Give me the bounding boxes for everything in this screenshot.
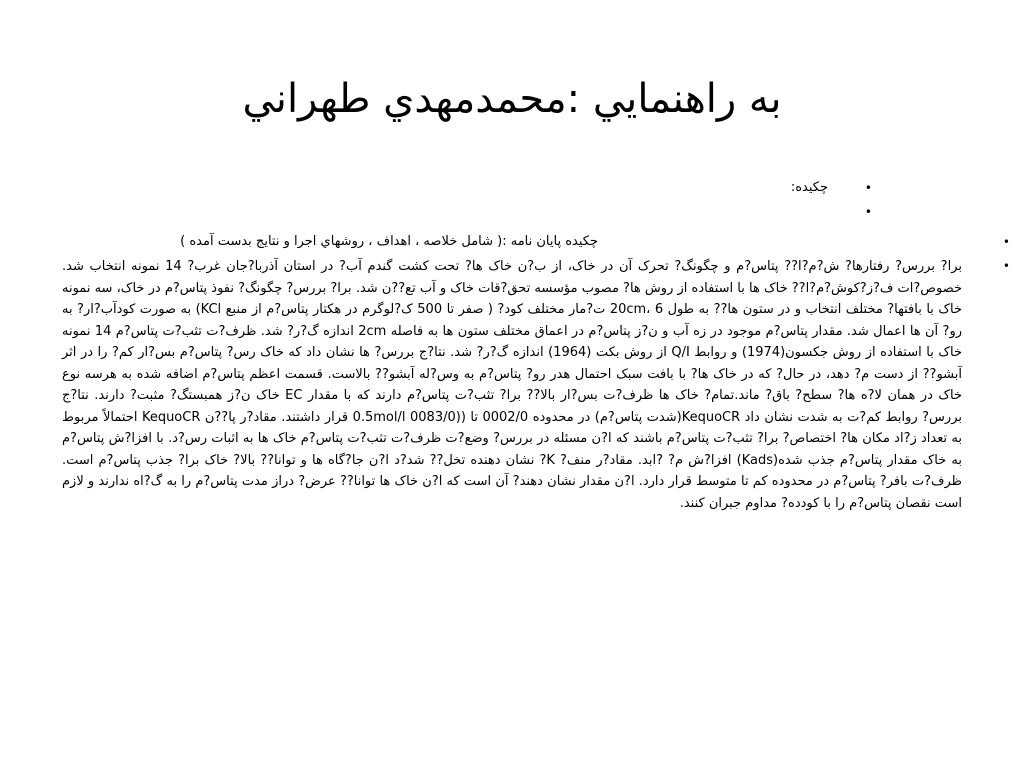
bullet-text: چکيده پايان نامه :( شامل خلاصه ، اهداف ، روشهاي اجرا و نتايج بدست آمده ): [180, 234, 598, 249]
bullet-marker: •: [1002, 259, 1010, 273]
slide-title: به راهنمايي :محمدمهدي طهراني: [242, 76, 782, 122]
bullet-item-empty: [58, 200, 872, 224]
bullet-marker: •: [864, 205, 872, 219]
abstract-paragraph: برا? بررس? رفتارها? ش?م?ا?? پتاس?م و چگونگ? تحرک آن در خاک، از ب?ن خاک ها? تحت کشت گندم آب? در استان آذربا?جان غرب? 14 نمونه انتخاب شد. خصوص?ات ف?ز?کوش?م?ا?? خاک ها با استفاده از روش ها? مصوب مؤسسه تحق?قات خاک و آب تع??ن شد. برا? بررس? چگونگ? نفوذ پتاس?م در خاک، سه نمونه خاک با بافتها? مختلف انتخاب و در ستون ها?? به طول 20cm، 6 ت?مار مختلف کود? ( صفر تا 500 ک?لوگرم در هکتار پتاس?م از منبع KCl) به صورت کودآب?ار? به رو? آن ها اعمال شد. مقدار پتاس?م موجود در زه آب و ن?ز پتاس?م در اعماق مختلف ستون ها به فاصله 2cm اندازه گ?ر? شد. ظرف?ت تثب?ت پتاس?م 14 نمونه خاک با استفاده از روش جکسون(1974) و روابط Q/I از روش بکت (1964) اندازه گ?ر? شد. نتا?ج بررس? ها نشان داد که خاک رس? پتاس?م بس?ار کم? را در اثر آبشو?? از دست م? دهد، در حال? که در خاک ها? با بافت سبک احتمال هدر رو? پتاس?م به وس?له آبشو?? بالاست. قسمت اعظم پتاس?م اضافه شده به هرسه نوع خاک در همان لا?ه ها? سطح? باق? ماند.تمام? خاک ها ظرف?ت بس?ار بالا?? برا? تثب?ت پتاس?م دارند که با مقدار EC خاک ن?ز همبستگ? مثبت? دارند. نتا?ج بررس? روابط کم?ت به شدت نشان داد KequoCR(شدت پتاس?م) در محدوده 0002/0 تا ((0083/0 0.5mol/l قرار داشتند. مقاد?ر پا??ن KequoCR احتمالاً مربوط به تعداد ز?اد مکان ها? اختصاص? برا? تثب?ت پتاس?م باشند که ا?ن مسئله در بررس? وضع?ت ظرف?ت تثب?ت پتاس?م خاک ها به اثبات رس?د. با افزا?ش پتاس?م به خاک مقدار پتاس?م جذب شده(Kads) افزا?ش م? ?ابد. مقاد?ر منف? K? نشان دهنده تخل?? شد?د ا?ن جا?گاه ها و توانا?? بالا? خاک برا? جذب پتاس?م است. ظرف?ت بافر? پتاس?م در محدوده کم تا متوسط قرار دارد. ا?ن مقدار نشان دهند? آن است که ا?ن خاک ها توانا?? عرض? دراز مدت پتاس?م را به گ?اه ندارند و لازم است نقصان پتاس?م را با کودده? مداوم جبران کنند.: [62, 259, 963, 511]
bullet-item-abstract-label: [58, 176, 872, 200]
bullet-marker: •: [1002, 235, 1010, 249]
bullet-list: [58, 176, 1010, 514]
bullet-item-abstract-heading: [58, 230, 1010, 254]
bullet-item-abstract-body: [58, 256, 1010, 514]
bullet-marker: •: [864, 181, 872, 195]
bullet-text: چکیده:: [790, 180, 828, 195]
